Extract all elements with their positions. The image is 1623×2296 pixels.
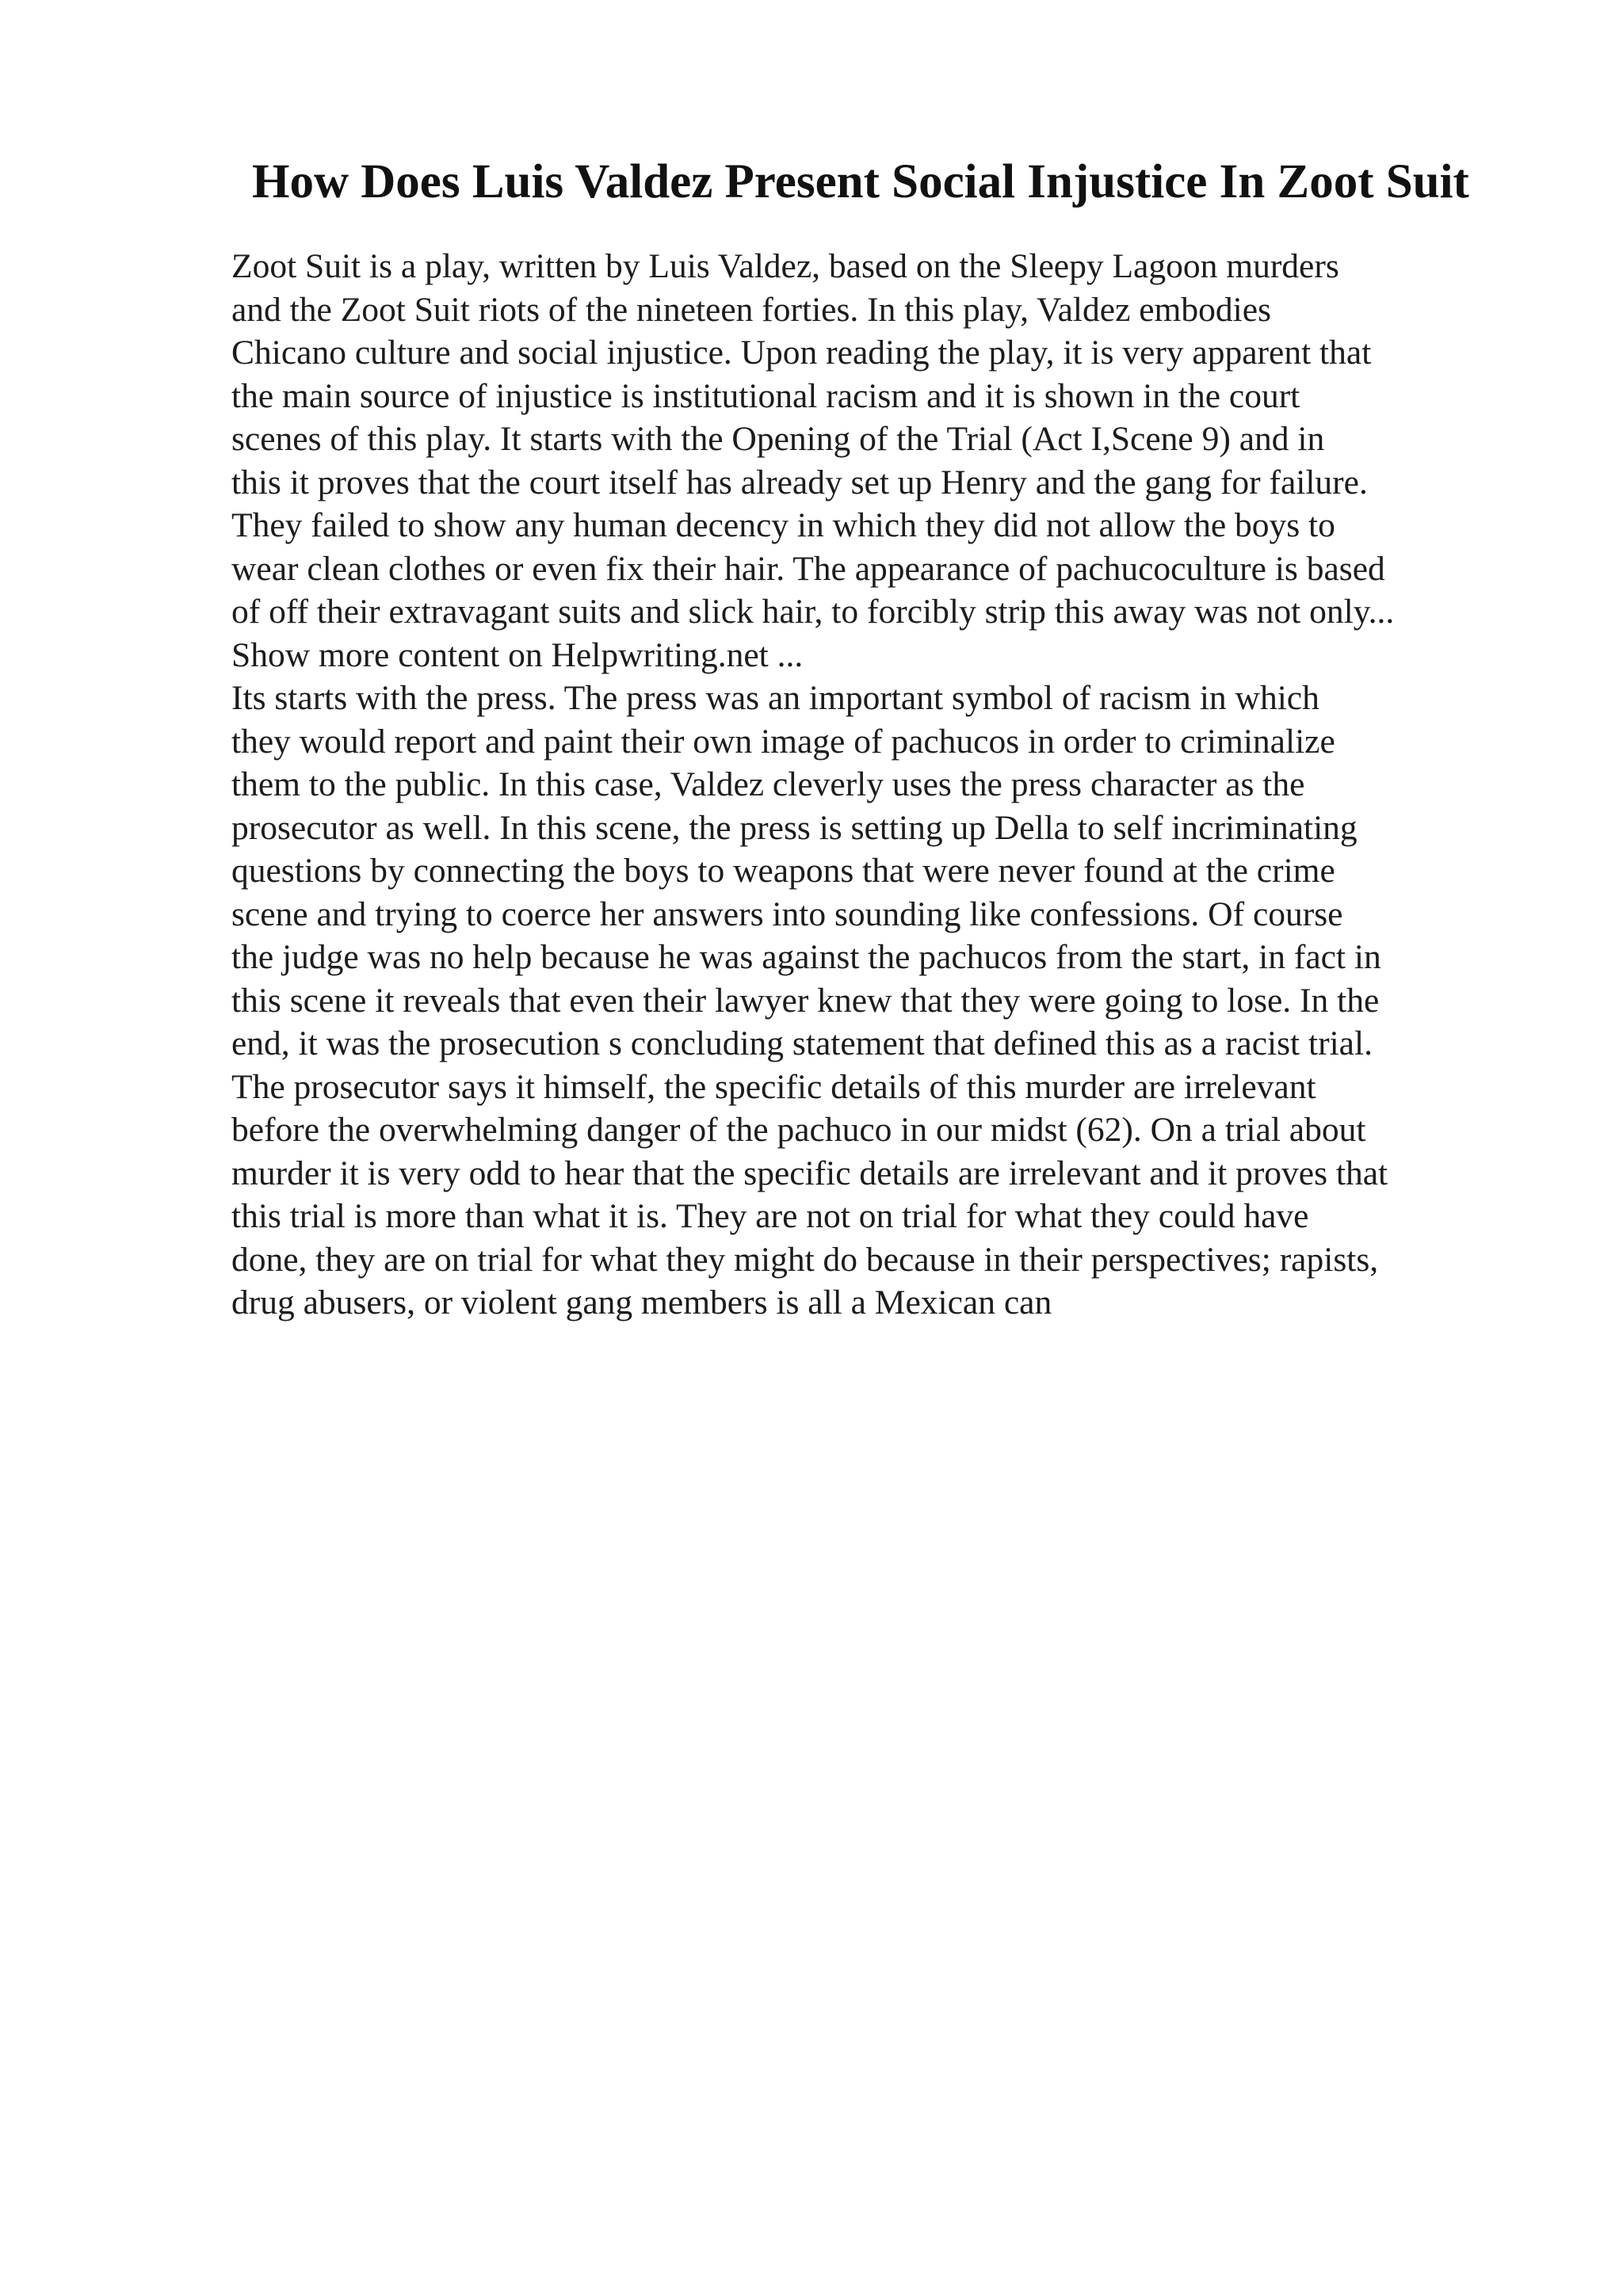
- text-line: Zoot Suit is a play, written by Luis Valdez, based on the Sleepy Lagoon murders: [231, 247, 1339, 285]
- text-line: wear clean clothes or even fix their hair. The appearance of pachucoculture is based: [231, 549, 1385, 588]
- text-line: scene and trying to coerce her answers into sounding like confessions. Of course: [231, 894, 1343, 933]
- text-line: them to the public. In this case, Valdez cleverly uses the press character as the: [231, 765, 1305, 803]
- text-line: Chicano culture and social injustice. Upon reading the play, it is very apparent that: [231, 334, 1372, 372]
- text-line: Its starts with the press. The press was an important symbol of racism in which: [231, 679, 1319, 717]
- document-title: How Does Luis Valdez Present Social Injustice In Zoot Suit: [252, 155, 1469, 208]
- text-line: end, it was the prosecution s concluding statement that defined this as a racist trial.: [231, 1024, 1373, 1062]
- text-line: They failed to show any human decency in which they did not allow the boys to: [231, 506, 1335, 544]
- text-line: this trial is more than what it is. They are not on trial for what they could have: [231, 1197, 1309, 1235]
- text-line: The prosecutor says it himself, the specific details of this murder are irrelevant: [231, 1067, 1316, 1106]
- text-line: before the overwhelming danger of the pachuco in our midst (62). On a trial about: [231, 1111, 1366, 1149]
- text-line: the judge was no help because he was against the pachucos from the start, in fact in: [231, 938, 1381, 976]
- text-line: this it proves that the court itself has already set up Henry and the gang for failure.: [231, 463, 1368, 502]
- text-line: the main source of injustice is institutional racism and it is shown in the court: [231, 376, 1300, 415]
- text-line: murder it is very odd to hear that the specific details are irrelevant and it proves that: [231, 1154, 1388, 1192]
- text-line: of off their extravagant suits and slick hair, to forcibly strip this away was not only...: [231, 593, 1395, 631]
- text-line: and the Zoot Suit riots of the nineteen forties. In this play, Valdez embodies: [231, 290, 1271, 329]
- text-line: prosecutor as well. In this scene, the press is setting up Della to self incriminating: [231, 808, 1358, 847]
- text-line: done, they are on trial for what they might do because in their perspectives; rapists,: [231, 1240, 1379, 1279]
- text-line: questions by connecting the boys to weapons that were never found at the crime: [231, 852, 1335, 890]
- text-line: drug abusers, or violent gang members is all a Mexican can: [231, 1283, 1052, 1322]
- text-line: they would report and paint their own image of pachucos in order to criminalize: [231, 722, 1335, 761]
- show-more-link[interactable]: Show more content on Helpwriting.net ...: [231, 635, 804, 674]
- text-line: scenes of this play. It starts with the Opening of the Trial (Act I,Scene 9) and in: [231, 420, 1325, 458]
- text-line: this scene it reveals that even their lawyer knew that they were going to lose. In the: [231, 981, 1380, 1020]
- document-body: [231, 245, 1594, 1325]
